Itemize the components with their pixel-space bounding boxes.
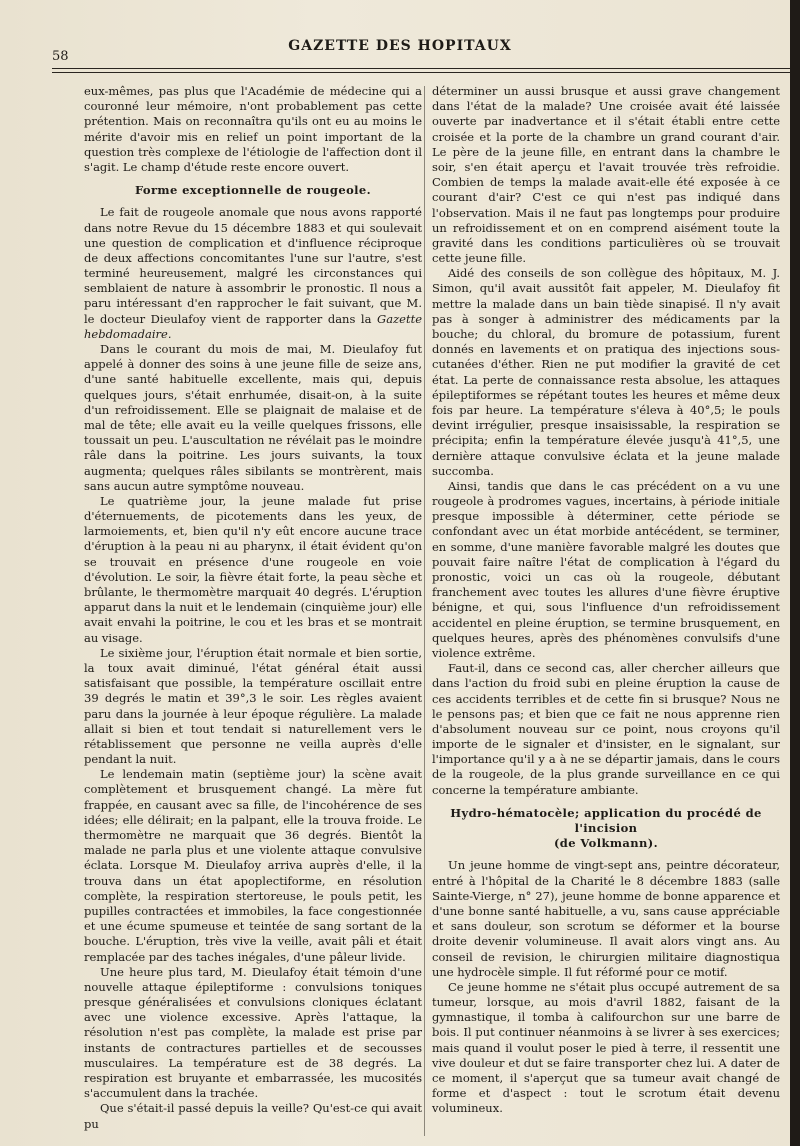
page-edge xyxy=(790,0,800,1146)
right-column xyxy=(432,84,780,1117)
journal-title: Gazette hebdomadaire. xyxy=(84,311,423,341)
paragraph: Faut-il, dans ce second cas, aller chercher ailleurs que dans l'action du froid subi en pleine éruption la cause de ces accidents terribles et de cette fin si brusque? Nous ne le pensons pas; et bien que ce fait ne nous apprenne rien d'absolument nouveau sur ce point, nous croyons qu'il importe de le signaler et d'insister, en le signalant, sur l'importance qu'il y a à ne se départir jamais, dans le cours de la rougeole, de la plus grande surveillance en ce qui concerne la température ambiante. xyxy=(432,661,780,797)
paragraph: Le lendemain matin (septième jour) la scène avait complètement et brusquement changé. La mère fut frappée, en causant avec sa fille, de l'incohérence de ses idées; elle délirait; en la palpant, elle la trouva froide. Le thermomètre ne marquait que 36 degrés. Bientôt la malade ne parla plus et une violente attaque convulsive éclata. Lorsque M. Dieulafoy arriva auprès d'elle, il la trouva dans un état apoplectiforme, en résolution complète, la respiration stertoreuse, le pouls petit, les pupilles contractées et immobiles, la face congestionnée et une écume spumeuse et teintée de sang sortant de la bouche. L'éruption, très vive la veille, avait pâli et était remplacée par des taches inégales, d'une pâleur livide. xyxy=(84,767,422,964)
section-heading-line: Hydro-hématocèle; application du procédé de l'incision xyxy=(450,805,762,835)
paragraph: déterminer un aussi brusque et aussi grave changement dans l'état de la malade? Une croisée avait été laissée ouverte par inadvertance et il s'était établi entre cette croisée et la porte de la chambre un grand courant d'air. Le père de la jeune fille, en entrant dans la chambre le soir, s'en était aperçu et l'avait trouvée très refroidie. Combien de temps la malade avait-elle été exposée à ce courant d'air? C'est ce qui n'est pas indiqué dans l'observation. Mais il ne faut pas longtemps pour produire un refroidissement et on en comprend aisément toute la gravité dans les conditions particulières où se trouvait cette jeune fille. xyxy=(432,84,780,266)
section-heading xyxy=(432,806,780,852)
section-heading-line: (de Volkmann). xyxy=(553,836,659,851)
paragraph: Ce jeune homme ne s'était plus occupé autrement de sa tumeur, lorsque, au mois d'avril 1882, faisant de la gymnastique, il tomba à califourchon sur une barre de bois. Il put continuer néanmoins à se livrer à ses exercices; mais quand il voulut poser le pied à terre, il ressentit une vive douleur et dut se faire transporter chez lui. A dater de ce moment, il s'aperçut que sa tumeur avait changé de forme et d'aspect : tout le scrotum était devenu volumineux. xyxy=(432,979,780,1116)
paragraph: Une heure plus tard, M. Dieulafoy était témoin d'une nouvelle attaque épileptiforme : convulsions toniques presque généralisées et convulsions cloniques éclatant avec une violence excessive. Après l'attaque, la résolution n'est pas complète, la malade est prise par instants de contractures partielles et de secousses musculaires. La température est de 38 degrés. La respiration est bruyante et embarrassée, les mucosités s'accumulent dans la trachée. xyxy=(84,964,422,1101)
paragraph-text: Le fait de rougeole anomale que nous avons rapporté dans notre Revue du 15 décembre 1883 et qui soulevait une question de complication et d'influence réciproque de deux affections concomitantes l'une sur l'autre, s'est terminé heureusement, malgré les circonstances qui semblaient de nature à assombrir le pronostic. Il nous a paru intéressant d'en rapprocher le fait suivant, que M. le docteur Dieulafoy vient de rapporter dans la xyxy=(84,205,422,326)
paragraph: Le quatrième jour, la jeune malade fut prise d'éternuements, de picotements dans les yeux, de larmoiements, et, bien qu'il n'y eût encore aucune trace d'éruption à la peau ni au pharynx, il était évident qu'on se trouvait en présence d'une rougeole en voie d'évolution. Le soir, la fièvre était forte, la peau sèche et brûlante, le thermomètre marquait 40 degrés. L'éruption apparut dans la nuit et le lendemain (cinquième jour) elle avait envahi la poitrine, le cou et les bras et se montrait au visage. xyxy=(84,493,422,645)
paragraph xyxy=(84,205,422,342)
paragraph: Ainsi, tandis que dans le cas précédent on a vu une rougeole à prodromes vagues, incertains, à période initiale presque impossible à déterminer, cette période se confondant avec un état morbide antécédent, se terminer, en somme, d'une manière favorable malgré les doutes que pouvait faire naître l'état de complication à l'égard du pronostic, voici un cas où la rougeole, débutant franchement avec toutes les allures d'une fièvre éruptive bénigne, et qui, sous l'influence d'un refroidissement accidentel en pleine éruption, se termine brusquement, en quelques heures, après des phénomènes convulsifs d'une violence extrême. xyxy=(432,478,780,660)
paragraph: Dans le courant du mois de mai, M. Dieulafoy fut appelé à donner des soins à une jeune fille de seize ans, d'une santé habituelle excellente, mais qui, depuis quelques jours, s'était enrhumée, disait-on, à la suite d'un refroidissement. Elle se plaignait de malaise et de mal de tête; elle avait eu la veille quelques frissons, elle toussait un peu. L'auscultation ne révélait pas le moindre râle dans la poitrine. Les jours suivants, la toux augmenta; quelques râles sibilants se montrèrent, mais sans aucun autre symptôme nouveau. xyxy=(84,342,422,493)
header-rule xyxy=(52,68,790,69)
paragraph: eux-mêmes, pas plus que l'Académie de médecine qui a couronné leur mémoire, n'ont probablement pas cette prétention. Mais on reconnaîtra qu'ils ont eu au moins le mérite d'avoir mis en relief un point important de la question très complexe de l'étiologie de l'affection dont il s'agit. Le champ d'étude reste encore ouvert. xyxy=(84,84,422,174)
paragraph: Aidé des conseils de son collègue des hôpitaux, M. J. Simon, qu'il avait aussitôt fait appeler, M. Dieulafoy fit mettre la malade dans un bain tiède sinapisé. Il n'y avait pas à songer à administrer des médicaments par la bouche; du chloral, du bromure de potassium, furent donnés en lavements et on pratiqua des injections sous-cutanées d'éther. Rien ne put modifier la gravité de cet état. La perte de connaissance resta absolue, les attaques épileptiformes se répétant toutes les heures et même deux fois par heure. La température s'éleva à 40°,5; le pouls devint irrégulier, presque insaisissable, la respiration se précipita; enfin la température élevée jusqu'à 41°,5, une dernière attaque convulsive éclata et la jeune malade succomba. xyxy=(432,266,780,478)
paragraph: Le sixième jour, l'éruption était normale et bien sortie, la toux avait diminué, l'état général était aussi satisfaisant que possible, la température oscillait entre 39 degrés le matin et 39°,3 le soir. Les règles avaient paru dans la journée à leur époque régulière. La malade allait si bien et tout tendait si naturellement vers le rétablissement que personne ne veilla auprès d'elle pendant la nuit. xyxy=(84,645,422,767)
column-separator xyxy=(424,86,425,1136)
paragraph: Un jeune homme de vingt-sept ans, peintre décorateur, entré à l'hôpital de la Charité le 8 décembre 1883 (salle Sainte-Vierge, n° 27), jeune homme de bonne apparence et d'une bonne santé habituelle, a vu, sans cause appréciable et sans douleur, son scrotum se déformer et la bourse droite devenir volumineuse. Il avait alors vingt ans. Au conseil de revision, le chirurgien militaire diagnostiqua une hydrocèle simple. Il fut réformé pour ce motif. xyxy=(432,858,780,979)
paragraph: Que s'était-il passé depuis la veille? Qu'est-ce qui avait pu xyxy=(84,1101,422,1131)
running-title: GAZETTE DES HOPITAUX xyxy=(288,38,512,54)
header-rule-double xyxy=(52,72,790,73)
page-number: 58 xyxy=(52,49,69,64)
section-heading: Forme exceptionnelle de rougeole. xyxy=(134,183,372,198)
left-column xyxy=(84,84,422,1132)
